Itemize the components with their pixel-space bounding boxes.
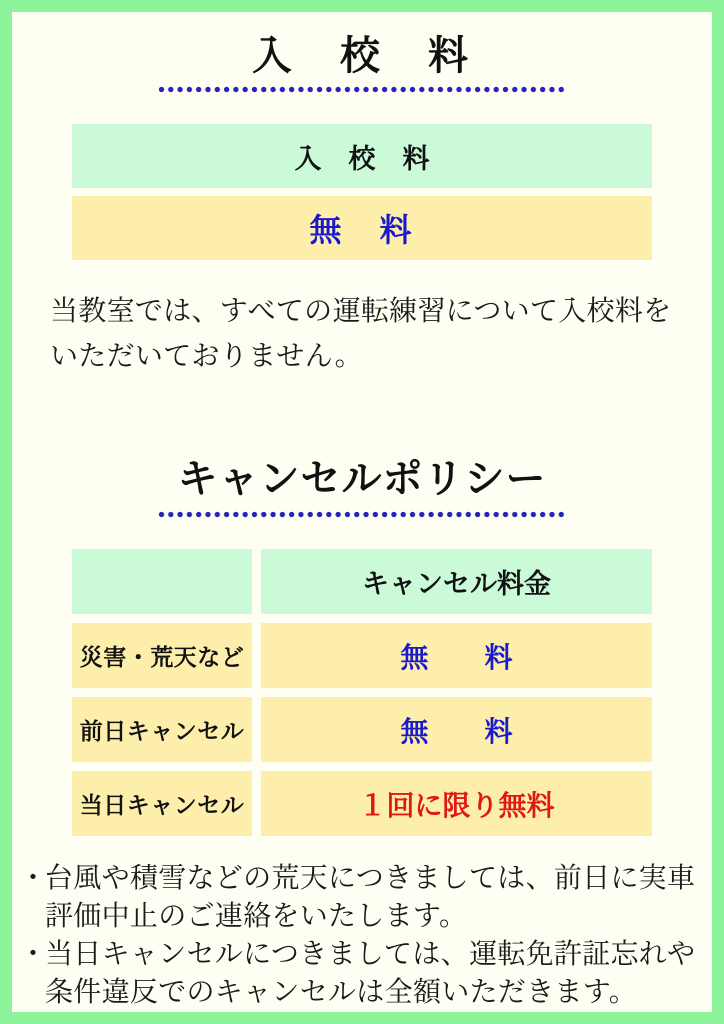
- cancel-table-corner-cell: [72, 549, 252, 614]
- cancel-table-header-fee: キャンセル料金: [261, 549, 652, 614]
- cancel-policy-title: キャンセルポリシー: [177, 456, 547, 501]
- enrollment-fee-section: [12, 32, 712, 379]
- enrollment-fee-table: [72, 124, 652, 260]
- bullet-marker: ・: [19, 863, 48, 894]
- enrollment-fee-table-value: 無 料: [72, 196, 652, 260]
- cancel-policy-table: [72, 549, 712, 836]
- enrollment-fee-table-header: 入 校 料: [72, 124, 652, 188]
- note-bad-weather-text: 台風や積雪などの荒天につきましては、前日に実車評価中止のご連絡をいたします。: [45, 863, 696, 932]
- cancel-policy-notes: [19, 860, 712, 1012]
- cancel-row-same-day-value: １回に限り無料: [261, 771, 652, 836]
- cancel-row-previous-day-label: 前日キャンセル: [72, 697, 252, 762]
- dotted-divider: [158, 511, 566, 518]
- enrollment-fee-note: 当教室では、すべての運転練習について入校料をいただいておりません。: [50, 296, 672, 372]
- dotted-divider: [158, 86, 566, 93]
- cancel-row-same-day-label: 当日キャンセル: [72, 771, 252, 836]
- cancel-row-disaster-value: 無 料: [261, 623, 652, 688]
- note-same-day-cancel-text: 当日キャンセルにつきましては、運転免許証忘れや条件違反でのキャンセルは全額いただきます。: [45, 939, 696, 1008]
- content: [12, 32, 712, 1012]
- cancel-row-previous-day-value: 無 料: [261, 697, 652, 762]
- cancel-row-disaster-label: 災害・荒天など: [72, 623, 252, 688]
- cancel-policy-section: [12, 455, 712, 1012]
- enrollment-fee-title: 入 校 料: [252, 33, 472, 78]
- bullet-marker: ・: [19, 939, 48, 970]
- note-same-day-cancel: [19, 936, 712, 1012]
- note-bad-weather: [19, 860, 712, 936]
